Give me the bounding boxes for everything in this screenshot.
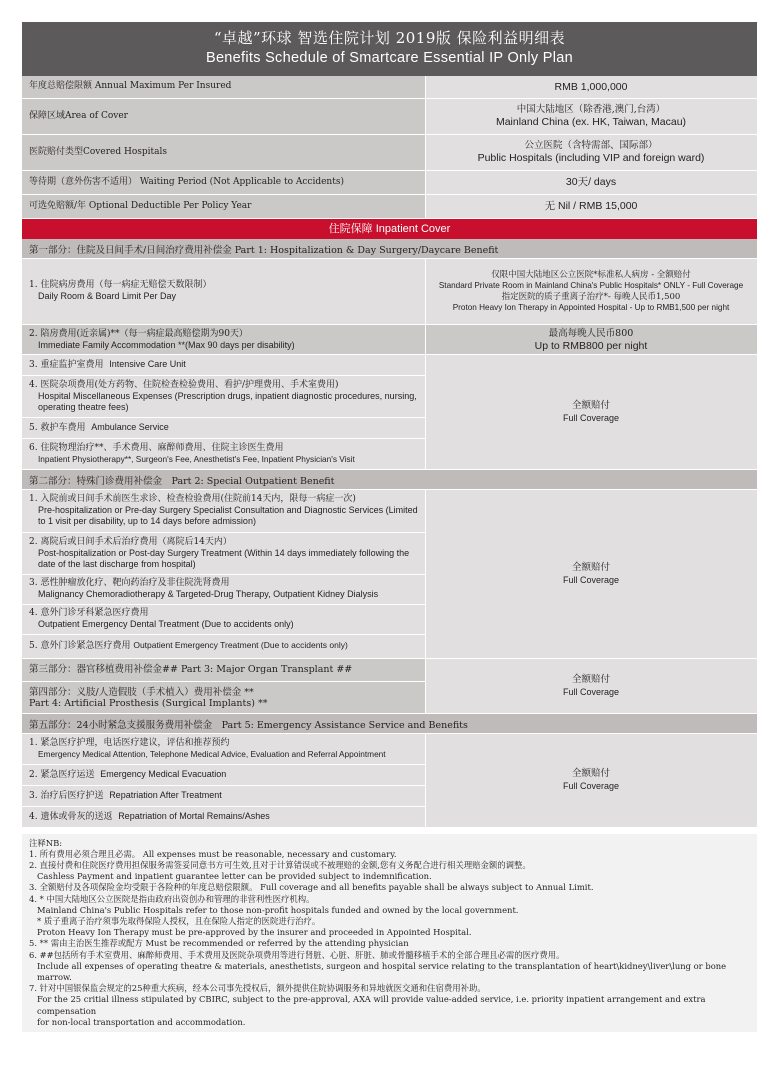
item-label [22, 634, 425, 658]
value-line: 仅限中国大陆地区公立医院*标准私人病房 - 全额赔付 [491, 270, 691, 281]
item-label [22, 604, 425, 634]
value-line: 中国大陆地区（除香港,澳门,台湾） [516, 104, 666, 115]
item-label [22, 764, 425, 785]
part4-header [22, 682, 425, 714]
note-line: 7. 针对中国银保监会规定的25种重大疾病，经本公司事先授权后，额外提供住院协调服务和异地就医交通和住宿费用补助。 [29, 983, 486, 994]
summary-value [425, 194, 757, 218]
item-label [22, 439, 425, 470]
summary-label: 可选免赔额/年 Optional Deductible Per Policy Year [22, 194, 425, 218]
benefits-schedule [22, 22, 757, 1032]
summary-row [22, 134, 757, 170]
item-label [22, 574, 425, 604]
note-line: 4. * 中国大陆地区公立医院是指由政府出资创办和管理的非营利性医疗机构。 [29, 893, 315, 904]
value-line: Full Coverage [562, 686, 620, 697]
item-cn: 1. 住院病房费用（每一病症无赔偿天数限制） [29, 280, 212, 291]
summary-value [425, 76, 757, 98]
part2-item-row [22, 490, 757, 532]
part34-value [425, 659, 757, 714]
item-cn: 4. 遗体或骨灰的送返 [29, 811, 113, 822]
part34-table [22, 659, 758, 715]
note-line: for non-local transportation and accommodation. [37, 1016, 246, 1027]
value-line: 30天/ days [565, 176, 617, 188]
notes-heading: 注释NB: [29, 837, 63, 848]
part5-header: 第五部分：24小时紧急支援服务费用补偿金 Part 5: Emergency Assistance Service and Benefits [22, 714, 757, 734]
note-line: 6. ##包括所有手术室费用、麻醉师费用、手术费用及医院杂项费用等进行肾脏、心脏、肝脏、肺或骨髓移植手术的全部合理且必需的医疗费用。 [29, 949, 565, 960]
summary-label: 年度总赔偿限额 Annual Maximum Per Insured [22, 76, 425, 98]
value-line: Full Coverage [562, 413, 620, 423]
value-line: 无 Nil / RMB 15,000 [544, 200, 638, 212]
item-cn: 3. 治疗后医疗护送 [29, 790, 104, 801]
part2-table [22, 490, 758, 659]
item-en: Immediate Family Accommodation **(Max 90 days per disability) [38, 339, 295, 350]
part4-en: Part 4: Artificial Prosthesis (Surgical Implants) ** [29, 697, 268, 709]
item-cn: 4. 意外门诊牙科紧急医疗费用 [29, 608, 149, 618]
room-value [425, 259, 757, 325]
item-cn: 6. 住院物理治疗**、手术费用、麻醉师费用、住院主诊医生费用 [29, 443, 284, 453]
summary-label: 保障区域Area of Cover [22, 98, 425, 134]
value-line: 最高每晚人民币800 [548, 327, 634, 339]
part1-table [22, 259, 758, 471]
notes-lines [29, 849, 757, 1028]
item-label [22, 734, 425, 764]
note-line: 5. ** 需由主治医生推荐或配方 Must be recommended or referred by the attending physician [29, 938, 409, 949]
item-cn: 3. 重症监护室费用 [29, 360, 104, 370]
note-line: * 质子重离子治疗须事先取得保险人授权，且在保险人指定的医院进行治疗。 [37, 915, 321, 926]
item-en: Repatriation After Treatment [109, 789, 222, 800]
note-line: Proton Heavy Ion Therapy must be pre-approved by the insurer and proceeded in Appointed Hospital. [37, 927, 472, 938]
item-en: Emergency Medical Evacuation [100, 768, 227, 779]
room-label [22, 259, 425, 325]
value-line: RMB 1,000,000 [554, 80, 628, 93]
note-line: For the 25 critial illness stipulated by CBIRC, subject to the pre-approval, AXA will provide value-added service, i.e. priority inpatient arrangement and extra compensation [37, 994, 706, 1016]
note-line: 2. 直接付费和住院医疗费用担保服务需签妥同意书方可生效,且对于计算错误或不被理赔的金额,您有义务配合进行相关理赔金额的调整。 [29, 859, 531, 870]
note-line: Include all expenses of operating theatre & materials, anesthetists, surgeon and hospital service relating to the transplantation of heart\kidney\liver\lung or bone marrow. [37, 960, 727, 982]
summary-value [425, 98, 757, 134]
part3-header: 第三部分：器官移植费用补偿金## Part 3: Major Organ Transplant ## [22, 659, 425, 682]
summary-row [22, 194, 757, 218]
summary-label: 医院赔付类型Covered Hospitals [22, 134, 425, 170]
item-label [22, 355, 425, 376]
item-en: Ambulance Service [91, 422, 169, 432]
value-line: Proton Heavy Ion Therapy in Appointed Hospital - Up to RMB1,500 per night [452, 303, 730, 313]
part1-family-row [22, 325, 757, 355]
summary-table [22, 76, 758, 219]
part5-item-row [22, 734, 757, 764]
inpatient-cover-band: 住院保障 Inpatient Cover [22, 219, 757, 239]
note-line: Cashless Payment and inpatient guarantee letter can be provided subject to indemnification. [37, 871, 432, 882]
item-en: Repatriation of Mortal Remains/Ashes [118, 810, 270, 821]
item-cn: 3. 恶性肿瘤放化疗、靶向药治疗及非住院洗肾费用 [29, 578, 230, 588]
title-en: Benefits Schedule of Smartcare Essential IP Only Plan [205, 50, 574, 66]
value-line: 公立医院（含特需部、国际部） [524, 140, 658, 151]
item-label [22, 532, 425, 574]
item-label [22, 376, 425, 418]
item-en: Pre-hospitalization or Pre-day Surgery Specialist Consultation and Diagnostic Services (Limited to 1 visit per disability, up to 14 days before admission) [38, 505, 418, 527]
value-line: Standard Private Room in Mainland China's Public Hospitals* ONLY - Full Coverage [438, 281, 744, 291]
value-line: 全额赔付 [571, 561, 610, 573]
part1-room-row [22, 259, 757, 325]
summary-row [22, 98, 757, 134]
item-label [22, 806, 425, 827]
item-cn: 1. 紧急医疗护理，电话医疗建议，评估和推荐预约 [29, 737, 230, 748]
item-cn: 5. 救护车费用 [29, 423, 86, 433]
page-title [22, 22, 757, 76]
title-cn: “卓越”环球 智选住院计划 2019版 保险利益明细表 [213, 29, 566, 47]
part1-value [425, 355, 757, 470]
item-cn: 2. 陪房费用(近亲属)**（每一病症最高赔偿期为90天） [29, 328, 248, 339]
notes [22, 834, 757, 1032]
part2-value [425, 490, 757, 658]
item-cn: 1. 入院前或日间手术前医生求诊、检查检验费用(住院前14天内，限每一病症一次) [29, 494, 356, 505]
item-label [22, 418, 425, 439]
item-en: Outpatient Emergency Dental Treatment (Due to accidents only) [38, 619, 294, 629]
item-en: Emergency Medical Attention, Telephone Medical Advice, Evaluation and Referral Appointment [38, 748, 386, 759]
item-cn: 2. 离院后或日间手术后治疗费用（离院后14天内） [29, 536, 232, 547]
item-cn: 5. 意外门诊紧急医疗费用 [29, 641, 131, 651]
value-line: 全额赔付 [571, 400, 610, 411]
item-cn: 4. 医院杂项费用(处方药物、住院检查检验费用、看护/护理费用、手术室费用) [29, 380, 339, 390]
summary-label: 等待期（意外伤害不适用） Waiting Period (Not Applicable to Accidents) [22, 170, 425, 194]
note-line: 3. 全额赔付及各项保险金均受限于各险种的年度总赔偿限额。 Full coverage and all benefits payable shall be always subject to Annual Limit. [29, 882, 594, 893]
item-en: Daily Room & Board Limit Per Day [38, 291, 177, 302]
value-line: Public Hospitals (including VIP and foreign ward) [477, 152, 705, 164]
part5-table [22, 734, 758, 828]
part2-header: 第二部分：特殊门诊费用补偿金 Part 2: Special Outpatient Benefit [22, 470, 757, 490]
part1-header: 第一部分：住院及日间手术/日间治疗费用补偿金 Part 1: Hospitalization & Day Surgery/Daycare Benefit [22, 239, 757, 259]
summary-value [425, 170, 757, 194]
item-label [22, 785, 425, 806]
note-line: Mainland China's Public Hospitals refer to those non-profit hospitals funded and owned by the local government. [37, 904, 519, 915]
part3-row [22, 659, 757, 682]
summary-row [22, 76, 757, 98]
value-line: Full Coverage [562, 574, 620, 585]
item-en: Malignancy Chemoradiotherapy & Targeted-Drug Therapy, Outpatient Kidney Dialysis [38, 589, 379, 599]
value-line: Full Coverage [562, 781, 620, 792]
part1-item-row [22, 355, 757, 376]
item-en: Intensive Care Unit [109, 359, 186, 369]
family-value [425, 325, 757, 355]
summary-row [22, 170, 757, 194]
note-line: 1. 所有费用必须合理且必需。 All expenses must be reasonable, necessary and customary. [29, 848, 397, 859]
part4-cn: 第四部分：义肢/人造假肢（手术植入）费用补偿金 ** [29, 686, 254, 698]
value-line: Mainland China (ex. HK, Taiwan, Macau) [495, 116, 687, 128]
value-line: 全额赔付 [571, 768, 610, 780]
value-line: 全额赔付 [571, 673, 610, 685]
summary-value [425, 134, 757, 170]
item-en: Inpatient Physiotherapy**, Surgeon's Fee, Anesthetist's Fee, Inpatient Physician's Visit [38, 454, 355, 464]
item-label [22, 490, 425, 532]
value-line: Up to RMB800 per night [534, 339, 648, 352]
value-line: 指定医院的质子重离子治疗*- 每晚人民币1,500 [501, 292, 681, 303]
item-en: Hospital Miscellaneous Expenses (Prescription drugs, inpatient diagnostic procedures, nursing, operating theatre fees) [38, 391, 417, 412]
item-en: Post-hospitalization or Post-day Surgery Treatment (Within 14 days immediately following the date of the last discharge from hospital) [38, 547, 410, 569]
family-label [22, 325, 425, 355]
part5-value [425, 734, 757, 827]
item-en: Outpatient Emergency Treatment (Due to accidents only) [133, 640, 348, 650]
item-cn: 2. 紧急医疗运送 [29, 769, 95, 780]
